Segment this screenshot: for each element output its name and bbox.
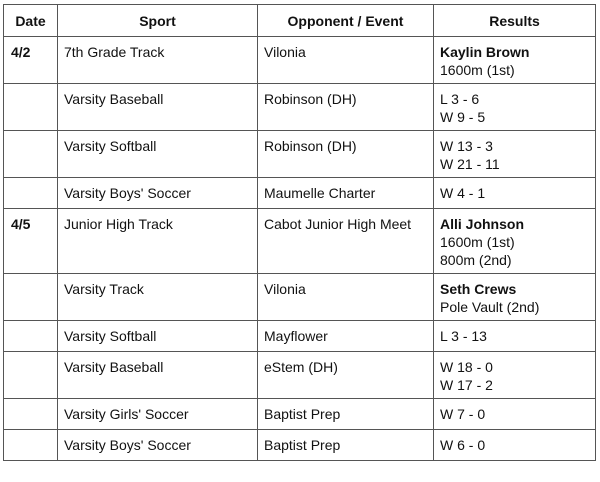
result-line: Pole Vault (2nd) [440,299,540,315]
opponent-cell: Baptist Prep [258,430,434,461]
table-row [4,274,596,321]
results-cell [434,352,596,399]
sport-cell: Junior High Track [58,209,258,274]
athlete-name: Alli Johnson [440,216,524,232]
table-row [4,37,596,84]
opponent-cell: Robinson (DH) [258,84,434,131]
result-line: W 18 - 0 [440,359,493,375]
table-row [4,178,596,209]
opponent-cell: Robinson (DH) [258,131,434,178]
table-row [4,84,596,131]
result-line: L 3 - 6 [440,91,480,107]
result-line: W 6 - 0 [440,437,486,453]
athlete-name: Kaylin Brown [440,44,530,60]
date-cell [4,131,58,178]
table-row [4,430,596,461]
header-opponent: Opponent / Event [258,5,434,37]
results-cell [434,178,596,209]
opponent-cell: Cabot Junior High Meet [258,209,434,274]
opponent-cell: Vilonia [258,37,434,84]
opponent-cell: eStem (DH) [258,352,434,399]
table-row [4,399,596,430]
table-row [4,209,596,274]
date-cell [4,84,58,131]
sport-cell: Varsity Boys' Soccer [58,178,258,209]
opponent-cell: Maumelle Charter [258,178,434,209]
date-cell: 4/5 [4,209,58,274]
table-row [4,321,596,352]
header-results: Results [434,5,596,37]
results-cell [434,430,596,461]
date-cell [4,274,58,321]
sport-cell: Varsity Track [58,274,258,321]
result-line: W 7 - 0 [440,406,486,422]
opponent-cell: Vilonia [258,274,434,321]
sport-cell: Varsity Baseball [58,84,258,131]
header-row [4,5,596,37]
date-cell [4,178,58,209]
table-row [4,352,596,399]
sport-cell: Varsity Girls' Soccer [58,399,258,430]
results-cell [434,399,596,430]
results-cell [434,274,596,321]
opponent-cell: Baptist Prep [258,399,434,430]
results-cell [434,37,596,84]
result-line: W 21 - 11 [440,156,500,172]
result-line: W 13 - 3 [440,138,493,154]
table-row [4,131,596,178]
result-line: 1600m (1st) [440,234,515,250]
result-line: W 4 - 1 [440,185,486,201]
date-cell [4,352,58,399]
date-cell [4,430,58,461]
athlete-name: Seth Crews [440,281,517,297]
header-date: Date [4,5,58,37]
sport-cell: Varsity Boys' Soccer [58,430,258,461]
results-table [3,4,596,461]
sport-cell: Varsity Softball [58,321,258,352]
result-line: L 3 - 13 [440,328,487,344]
result-line: 1600m (1st) [440,62,515,78]
sport-cell: 7th Grade Track [58,37,258,84]
result-line: W 9 - 5 [440,109,486,125]
result-line: W 17 - 2 [440,377,493,393]
results-cell [434,209,596,274]
sport-cell: Varsity Softball [58,131,258,178]
date-cell [4,399,58,430]
result-line: 800m (2nd) [440,252,512,268]
results-cell [434,84,596,131]
date-cell [4,321,58,352]
header-sport: Sport [58,5,258,37]
results-cell [434,131,596,178]
opponent-cell: Mayflower [258,321,434,352]
date-cell: 4/2 [4,37,58,84]
results-cell [434,321,596,352]
sport-cell: Varsity Baseball [58,352,258,399]
